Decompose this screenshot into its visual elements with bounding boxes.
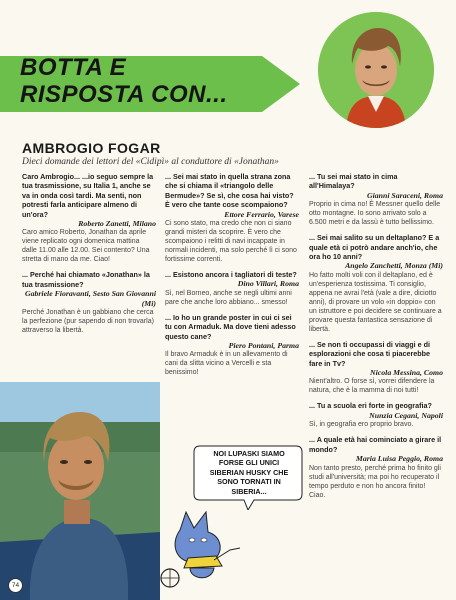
reader-signature: Dino Villari, Roma <box>237 279 299 289</box>
qa-item <box>309 340 443 396</box>
reader-signature: Nicola Messina, Como <box>370 368 443 378</box>
column-3 <box>309 172 443 506</box>
qa-item <box>309 233 443 334</box>
title-banner <box>0 50 300 120</box>
reader-signature: Maria Luisa Peggio, Roma <box>355 454 443 464</box>
qa-item <box>22 270 156 335</box>
question: ... Tu a scuola eri forte in geografia? <box>309 401 432 411</box>
qa-item <box>309 435 443 499</box>
qa-item <box>165 313 299 378</box>
answer: Perché Jonathan è un gabbiano che cerca la perfezione (pur sapendo di non trovarla) attraverso la libertà. <box>22 309 154 335</box>
question: ... Tu sei mai stato in cima all'Himalaya? <box>309 172 398 191</box>
question: ... Perché hai chiamato «Jonathan» la tua trasmissione? <box>22 270 150 289</box>
article-header <box>22 140 352 167</box>
question: ... Sei mai salito su un deltaplano? E a quale età ci potrò andare anch'io, che ora ho 10 anni? <box>309 233 440 262</box>
question: ... Esistono ancora i tagliatori di teste? <box>165 270 297 280</box>
reader-signature: Nunzia Cegani, Napoli <box>369 410 443 420</box>
banner-title-line1: BOTTA E <box>20 54 127 81</box>
reader-signature: Gabriele Fioravanti, Sesto San Giovanni (Mi) <box>24 289 156 308</box>
answer: Caro amico Roberto, Jonathan da aprile viene replicato ogni domenica mattina dalle 11.00 alle 12.00. Sei contento? Una stretta di mano da me. Ciao! <box>22 229 150 264</box>
question: ... Sei mai stato in quella strana zona che si chiama il «triangolo delle Bermude»? Se sì, che cosa hai visto? È vero che tante cose scompaiono? <box>165 172 294 210</box>
page-number: 74 <box>8 578 23 593</box>
answer: Nient'altro. O forse sì, vorrei difendere la natura, che è la mamma di noi tutti! <box>309 378 435 395</box>
reader-signature: Gianni Saraceni, Roma <box>366 190 443 200</box>
qa-item <box>22 172 156 264</box>
qa-item <box>309 401 443 429</box>
answer: Non tanto presto, perché prima ho finito gli studi all'università; ma poi ho recuperato il tempo perduto e non ho ancora finito! Ciao. <box>309 464 441 499</box>
speech-bubble-text: NOI LUPASKI SIAMO FORSE GLI UNICI SIBERIAN HUSKY CHE SONO TORNATI IN SIBERIA... <box>209 449 289 496</box>
question: ... Se non ti occupassi di viaggi e di esplorazioni che cosa ti piacerebbe fare in Tv? <box>309 339 431 368</box>
answer: Sì, in geografia ero proprio bravo. <box>309 421 414 429</box>
reader-signature: Roberto Zanetti, Milano <box>78 219 156 229</box>
guest-name: AMBROGIO FOGAR <box>22 140 161 156</box>
column-1 <box>22 172 156 341</box>
husky-cartoon <box>150 500 250 590</box>
qa-item <box>309 172 443 227</box>
question: ... A quale età hai cominciato a girare il mondo? <box>309 435 442 454</box>
banner-title-line2: RISPOSTA CON... <box>20 81 228 108</box>
answer: Il bravo Armaduk è in un allevamento di cani da slitta vicino a Vercelli e sta benissimo! <box>165 351 288 377</box>
article-subtitle: Dieci domande dei lettori del «Cidipì» al conduttore di «Jonathan» <box>22 157 279 167</box>
man-on-boat-photo <box>0 382 160 600</box>
question: ... Io ho un grande poster in cui ci sei tu con Armaduk. Ma dove tieni adesso questo cane? <box>165 312 296 341</box>
reader-signature: Ettore Ferrario, Varese <box>224 209 299 219</box>
answer: Ho fatto molti voli con il deltaplano, ed è un'esperienza tostissima. Ti consiglio, appena ne avrai l'età (vale a dire, diciotto anni), di provare un volo «in doppio» con un istruttore e poi decidere se continuare a provare questa fantastica sensazione di libertà. <box>309 271 442 333</box>
question: Caro Ambrogio... ...io seguo sempre la tua trasmissione, su Italia 1, anche se va in onda così tardi. Ma senti, non potresti farla anticipare almeno di un'ora? <box>22 172 154 219</box>
reader-signature: Piero Pontani, Parma <box>228 341 299 351</box>
reader-signature: Angelo Zanchetti, Monza (Mi) <box>345 261 443 271</box>
qa-item <box>165 172 299 264</box>
answer: Ci sono stato, ma credo che non ci siano grandi misteri da scoprire. È vero che scompaiono i relitti di navi incappate in normali incidenti, ma solo perché lì ci sono fortissime correnti. <box>165 220 297 264</box>
qa-item <box>165 270 299 307</box>
portrait-photo <box>318 12 434 128</box>
banner-title <box>20 54 270 108</box>
column-2 <box>165 172 299 383</box>
answer: Proprio in cima no! È Messner quello delle otto montagne. Io sono arrivato solo a 6.500 metri e da lassù è tutto bellissimo. <box>309 201 441 227</box>
answer: Sì, nel Borneo, anche se negli ultimi anni pare che anche loro abbiano... smesso! <box>165 289 292 306</box>
